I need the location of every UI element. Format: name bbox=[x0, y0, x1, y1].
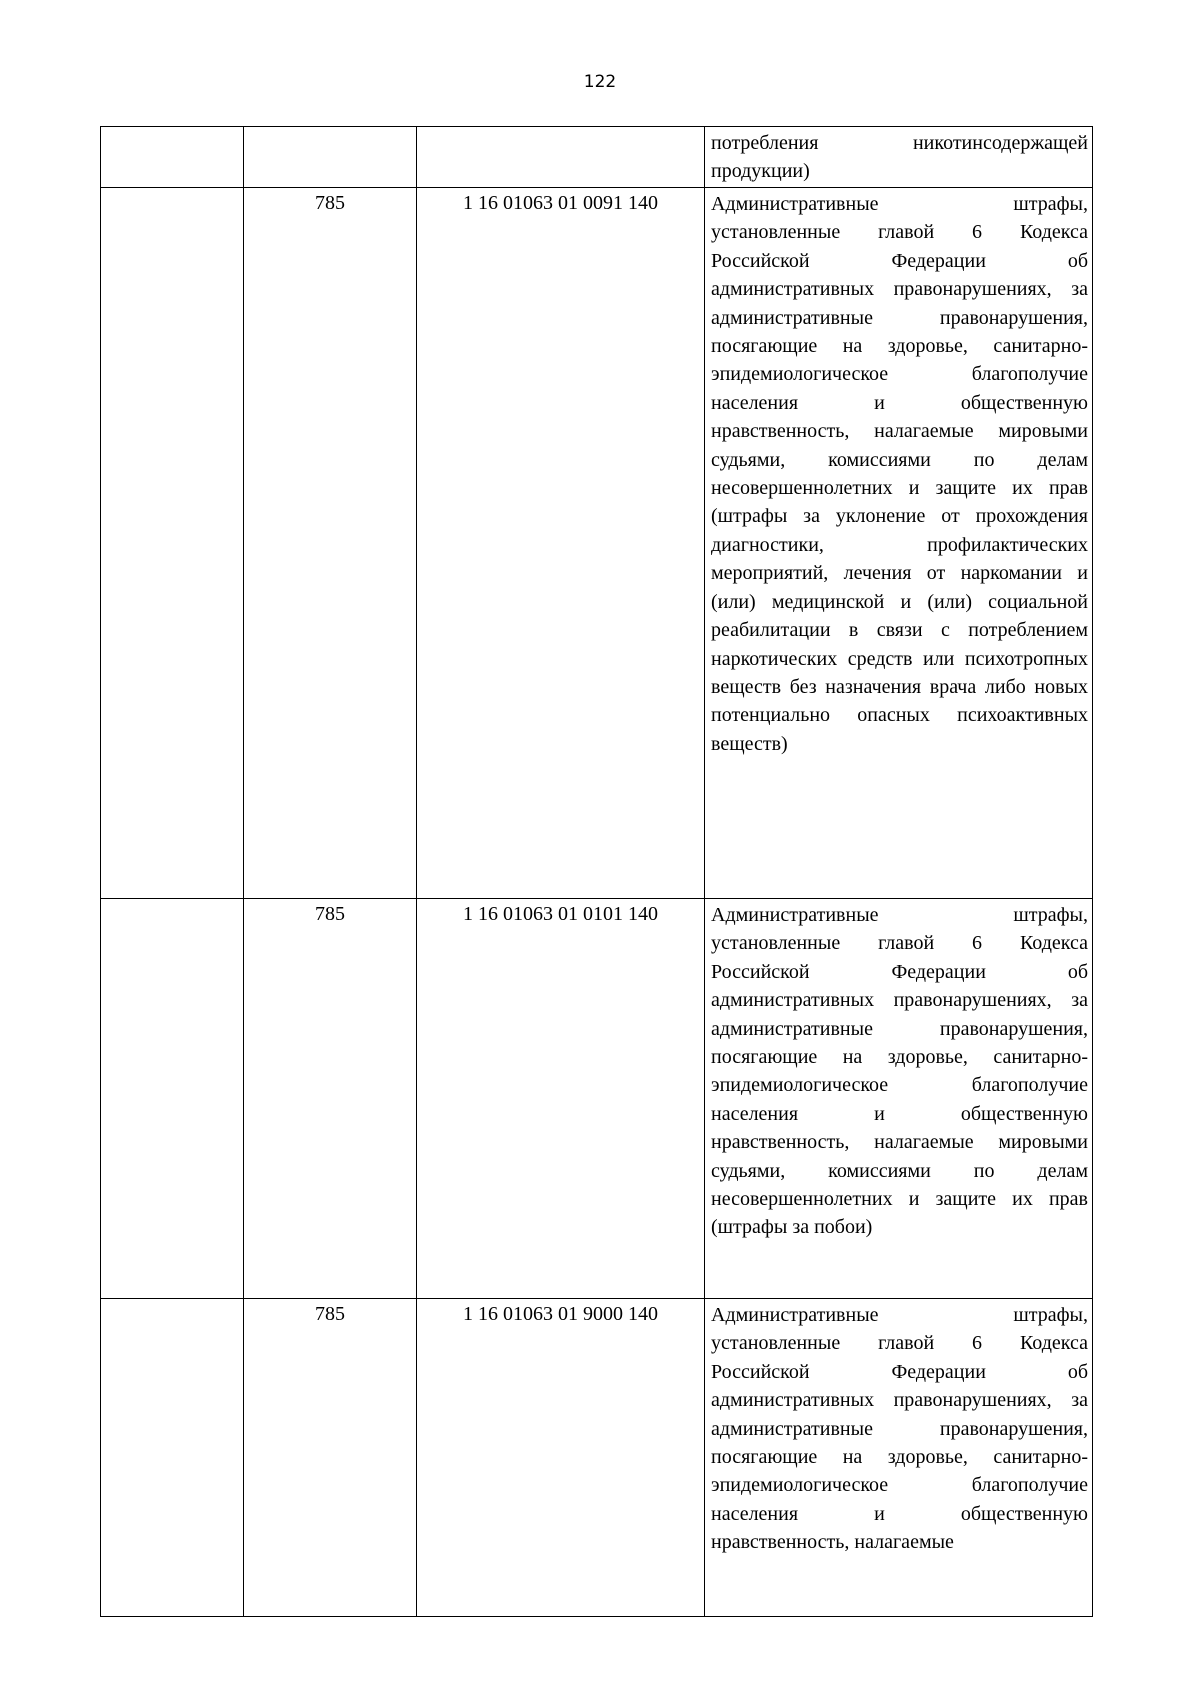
kbk-code-cell bbox=[417, 127, 705, 188]
description-text: Административные штрафы, установленные главой 6 Кодекса Российской Федерации об административных правонарушениях, за административные правонарушения, посягающие на здоровье, санитарно-эпидемиологическое благополучие населения и общественную нравственность, налагаемые bbox=[711, 1304, 1088, 1554]
admin-code-cell: 785 bbox=[244, 899, 417, 1299]
description-text: потребления никотинсодержащей продукции) bbox=[711, 132, 1088, 183]
description-text: Административные штрафы, установленные главой 6 Кодекса Российской Федерации об административных правонарушениях, за административные правонарушения, посягающие на здоровье, санитарно-эпидемиологическое благополучие населения и общественную нравственность, налагаемые мировыми судьями, комиссиями по делам несовершеннолетних и защите их прав (штрафы за побои) bbox=[711, 904, 1088, 1239]
kbk-code-cell: 1 16 01063 01 9000 140 bbox=[417, 1299, 705, 1617]
table-row bbox=[101, 127, 1093, 188]
table-row bbox=[101, 899, 1093, 1299]
description-cell bbox=[705, 1299, 1093, 1617]
row-number-cell bbox=[101, 188, 244, 899]
admin-code-cell: 785 bbox=[244, 188, 417, 899]
admin-code-cell: 785 bbox=[244, 1299, 417, 1617]
table-row bbox=[101, 1299, 1093, 1617]
description-text: Административные штрафы, установленные главой 6 Кодекса Российской Федерации об административных правонарушениях, за административные правонарушения, посягающие на здоровье, санитарно-эпидемиологическое благополучие населения и общественную нравственность, налагаемые мировыми судьями, комиссиями по делам несовершеннолетних и защите их прав (штрафы за уклонение от прохождения диагностики, профилактических мероприятий, лечения от наркомании и (или) медицинской и (или) социальной реабилитации в связи с потреблением наркотических средств или психотропных веществ без назначения врача либо новых потенциально опасных психоактивных веществ) bbox=[711, 193, 1088, 755]
row-number-cell bbox=[101, 899, 244, 1299]
row-number-cell bbox=[101, 127, 244, 188]
page-number: 122 bbox=[583, 72, 617, 92]
admin-code-cell bbox=[244, 127, 417, 188]
description-cell bbox=[705, 127, 1093, 188]
description-cell bbox=[705, 188, 1093, 899]
kbk-code-cell: 1 16 01063 01 0101 140 bbox=[417, 899, 705, 1299]
description-cell bbox=[705, 899, 1093, 1299]
row-number-cell bbox=[101, 1299, 244, 1617]
budget-codes-table bbox=[100, 126, 1093, 1617]
kbk-code-cell: 1 16 01063 01 0091 140 bbox=[417, 188, 705, 899]
table-row bbox=[101, 188, 1093, 899]
